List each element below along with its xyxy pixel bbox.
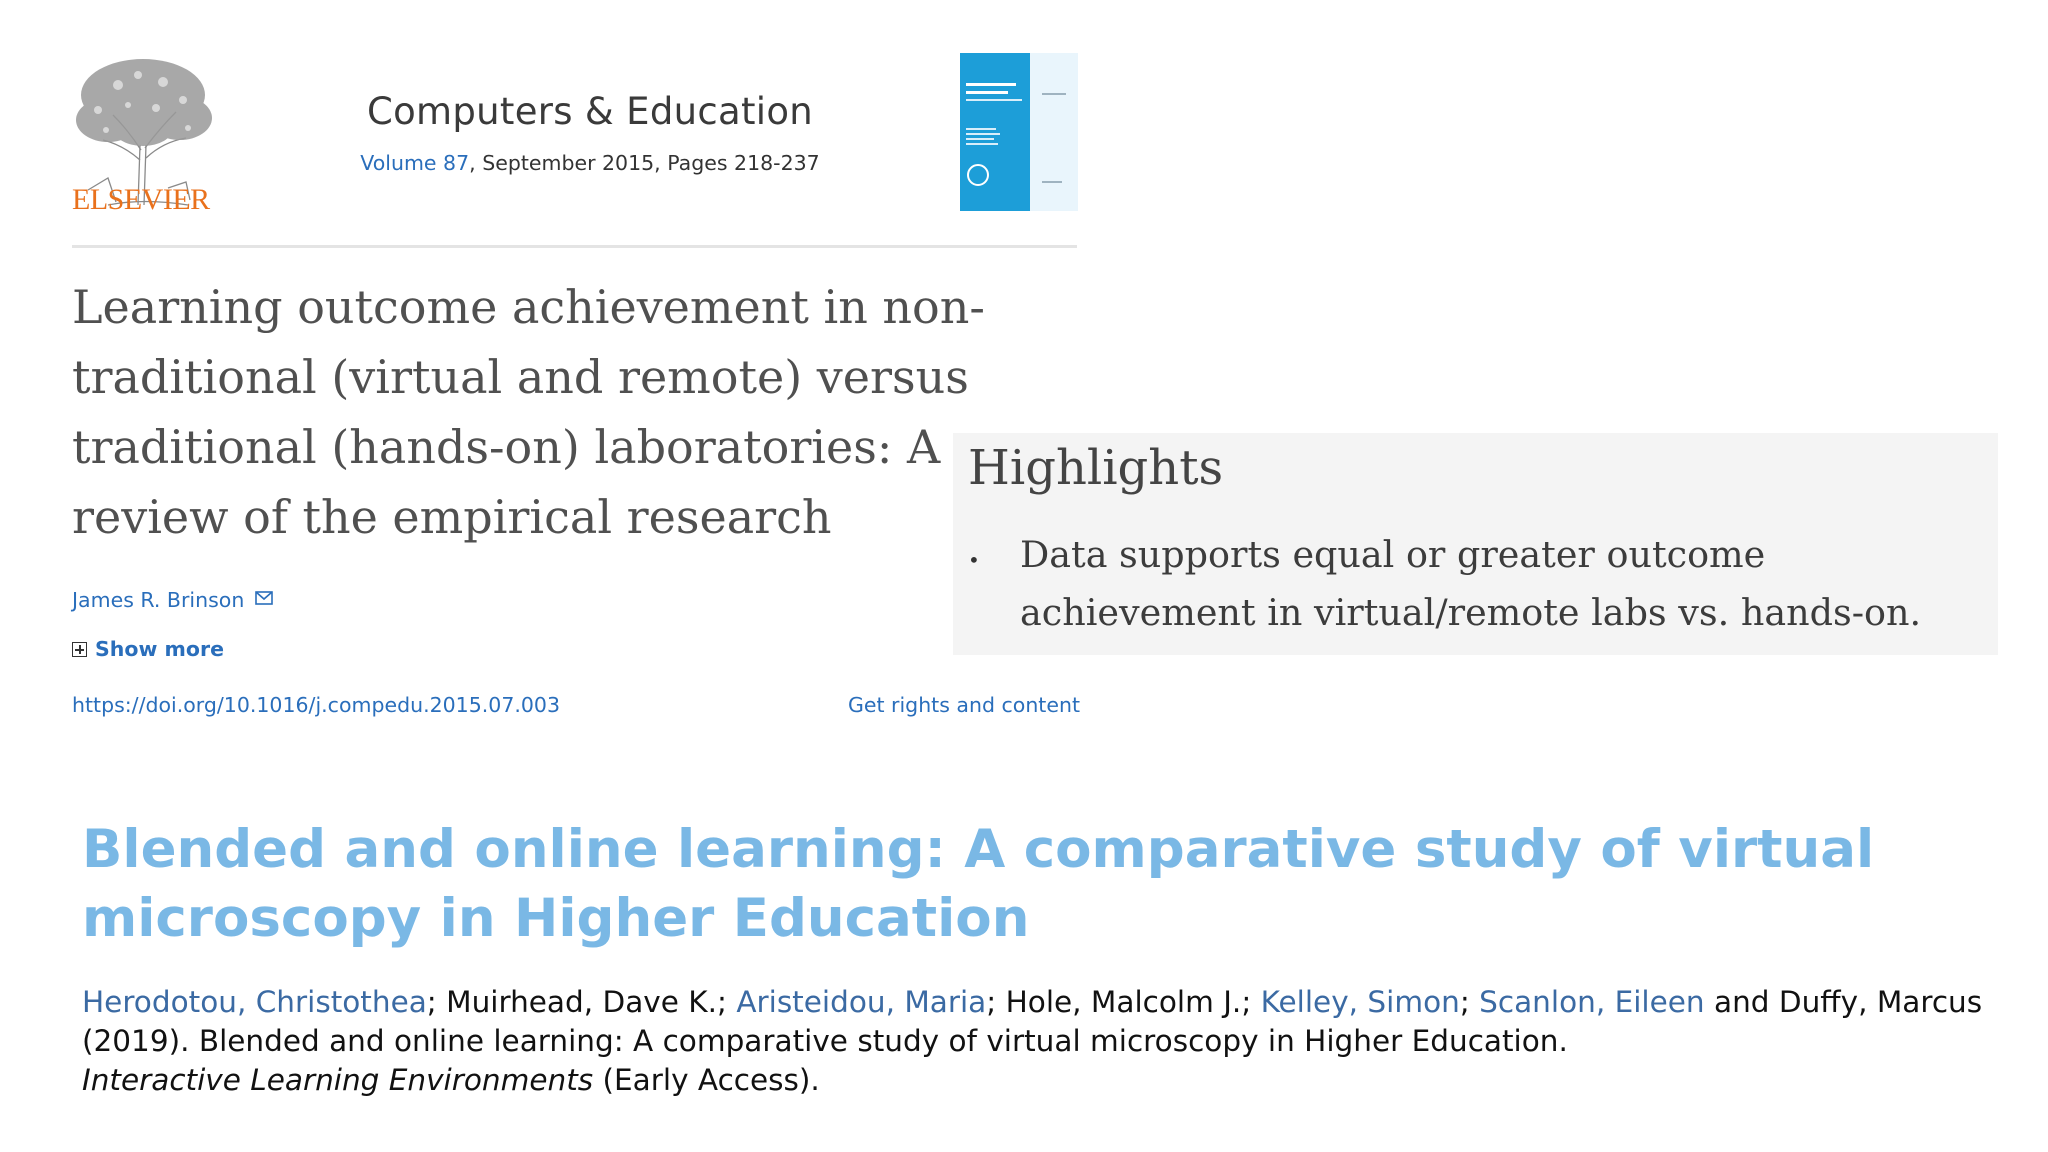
issue-info [330,151,850,175]
volume-link[interactable]: Volume 87 [360,151,470,175]
journal-cover-thumbnail[interactable] [960,53,1078,211]
rights-link[interactable]: Get rights and content [848,693,1080,717]
paper2-title: Blended and online learning: A comparative study of virtual microscopy in Higher Education [82,819,1875,949]
citation-separator: ; [1241,985,1261,1019]
show-more-toggle[interactable] [72,637,224,661]
highlight-bullet: • [968,548,980,572]
citation-author-8[interactable]: Kelley, Simon [1260,985,1460,1019]
author-link[interactable]: James R. Brinson [72,588,245,612]
citation-separator: ; [1459,985,1480,1019]
elsevier-wordmark: ELSEVIER [72,183,210,216]
citation-journal: Interactive Learning Environments [82,1063,594,1097]
author-row [72,588,273,612]
citation-text: Duffy, Marcus (2019). Blended and online learning: A comparative study of virtual microscopy in Higher Education. [82,985,1983,1058]
issue-details: , September 2015, Pages 218-237 [469,151,820,175]
article-title: Learning outcome achievement in non-traditional (virtual and remote) versus traditional (hands-on) laboratories: A review of the empirical research [72,280,985,544]
citation-separator: ; [986,985,1006,1019]
citation-tail: (Early Access). [593,1063,820,1097]
citation-author-4[interactable]: Aristeidou, Maria [736,985,987,1019]
doi-link[interactable]: https://doi.org/10.1016/j.compedu.2015.07.003 [72,693,561,717]
journal-name[interactable]: Computers & Education [366,90,814,133]
show-more-label: Show more [95,637,224,661]
header-divider [72,245,1077,248]
citation-author-0[interactable]: Herodotou, Christothea [82,985,427,1019]
citation-separator: ; [716,985,737,1019]
citation-author-10[interactable]: Scanlon, Eileen [1479,985,1705,1019]
citation-authors [82,985,1770,1019]
citation-block [82,983,2042,1100]
email-icon[interactable] [255,591,273,605]
highlight-item: Data supports equal or greater outcome achievement in virtual/remote labs vs. hands-on. [1020,533,1922,634]
highlights-title: Highlights [968,440,1224,496]
citation-separator: ; [426,985,447,1019]
citation-separator: and [1704,985,1770,1019]
citation-author-2: Muirhead, Dave K. [446,985,717,1019]
expand-plus-icon [72,642,87,657]
citation-author-6: Hole, Malcolm J. [1005,985,1242,1019]
